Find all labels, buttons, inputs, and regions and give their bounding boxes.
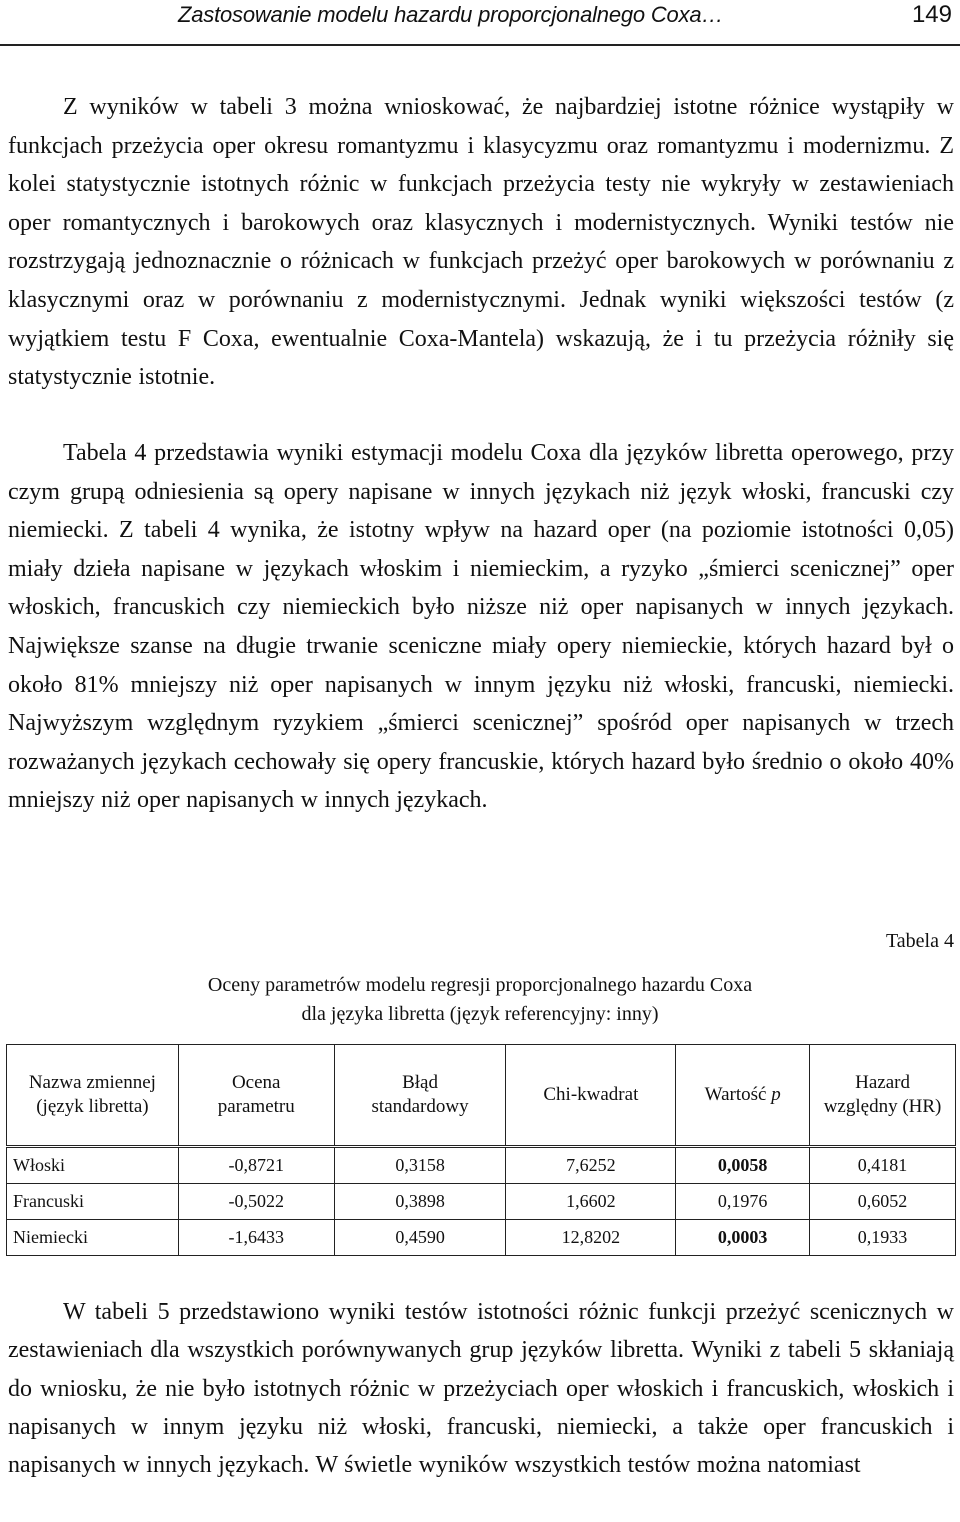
- table-row: [7, 1220, 956, 1256]
- cell-p-value: 0,0003: [676, 1220, 810, 1256]
- cell-variable: Francuski: [7, 1184, 179, 1220]
- cell-chi-square: 1,6602: [506, 1184, 676, 1220]
- cell-variable: Włoski: [7, 1147, 179, 1184]
- cell-standard-error: 0,3898: [334, 1184, 506, 1220]
- table-caption: dla języka libretta (język referencyjny: inny): [301, 1003, 659, 1025]
- page-number: 149: [911, 1, 952, 28]
- page-header: [0, 0, 960, 46]
- cell-variable: Niemiecki: [7, 1220, 179, 1256]
- cell-hazard-ratio: 0,4181: [810, 1147, 956, 1184]
- cell-chi-square: 12,8202: [506, 1220, 676, 1256]
- cell-standard-error: 0,3158: [334, 1147, 506, 1184]
- table-row: [7, 1184, 956, 1220]
- cell-p-value: 0,1976: [676, 1184, 810, 1220]
- table-header-row: [7, 1045, 956, 1147]
- paragraph: W tabeli 5 przedstawiono wyniki testów istotności różnic funkcji przeżyć scenicznych w zestawieniach dla wszystkich porównywanych grup języków libretta. Wyniki z tabeli 5 skłaniają do wniosku, że nie było istotnych różnic w przeżyciach oper włoskich i francuskich, włoskich i napisanych w innym języku niż włoski, francuski, niemiecki, a także oper francuskich i napisanych w innych językach. W świetle wyników wszystkich testów można natomiast: [8, 1299, 954, 1479]
- header-variable: Nazwa zmiennej (język libretta): [7, 1045, 179, 1147]
- header-estimate: Ocena parametru: [178, 1045, 334, 1147]
- cell-hazard-ratio: 0,1933: [810, 1220, 956, 1256]
- paragraph: Tabela 4 przedstawia wyniki estymacji modelu Coxa dla języków libretta operowego, przy czym grupą odniesienia są opery napisane w innych językach niż język włoski, francuski czy niemiecki. Z tabeli 4 wynika, że istotny wpływ na hazard oper (na poziomie istotności 0,05) miały dzieła napisane w językach włoskim i niemieckim, a ryzyko „śmierci scenicznej” oper włoskich, francuskich czy niemieckich było niższe niż oper napisanych w innych językach. Największe szanse na długie trwanie sceniczne miały opery niemieckie, których hazard był o około 81% mniejszy niż oper napisanych w innym języku niż włoski, francuski, niemiecki. Najwyższym względnym ryzykiem „śmierci scenicznej” spośród oper napisanych w trzech rozważanych językach cechowały się opery francuskie, których hazard było średnio o około 40% mniejszy niż oper napisanych w innych językach.: [8, 440, 954, 814]
- header-p-value: Wartość p: [676, 1045, 810, 1147]
- running-title: Zastosowanie modelu hazardu proporcjonalnego Coxa…: [178, 2, 724, 27]
- cell-p-value: 0,0058: [676, 1147, 810, 1184]
- header-standard-error: Błąd standardowy: [334, 1045, 506, 1147]
- table-label: Tabela 4: [885, 930, 954, 952]
- header-chi-square: Chi-kwadrat: [506, 1045, 676, 1147]
- cell-estimate: -0,8721: [178, 1147, 334, 1184]
- cell-estimate: -0,5022: [178, 1184, 334, 1220]
- cell-estimate: -1,6433: [178, 1220, 334, 1256]
- header-hazard-ratio: Hazard względny (HR): [810, 1045, 956, 1147]
- cell-hazard-ratio: 0,6052: [810, 1184, 956, 1220]
- table-row: [7, 1147, 956, 1184]
- cell-chi-square: 7,6252: [506, 1147, 676, 1184]
- results-table: [6, 1044, 956, 1256]
- paragraph: Z wyników w tabeli 3 można wnioskować, że najbardziej istotne różnice wystąpiły w funkcjach przeżycia oper okresu romantyzmu i klasycyzmu oraz romantyzmu i modernizmu. Z kolei statystycznie istotnych różnic w funkcjach przeżycia testy nie wykryły w zestawieniach oper romantycznych i barokowych oraz klasycznych i modernistycznych. Wyniki testów nie rozstrzygają jednoznacznie o różnicach w funkcjach przeżyć oper barokowych w porównaniu z klasycznymi oraz w porównaniu z modernistycznymi. Jednak wyniki większości testów (z wyjątkiem testu F Coxa, ewentualnie Coxa-Mantela) wskazują, że i tu przeżycia różniły się statystycznie istotnie.: [8, 94, 954, 391]
- table-caption: Oceny parametrów modelu regresji proporcjonalnego hazardu Coxa: [207, 974, 753, 996]
- cell-standard-error: 0,4590: [334, 1220, 506, 1256]
